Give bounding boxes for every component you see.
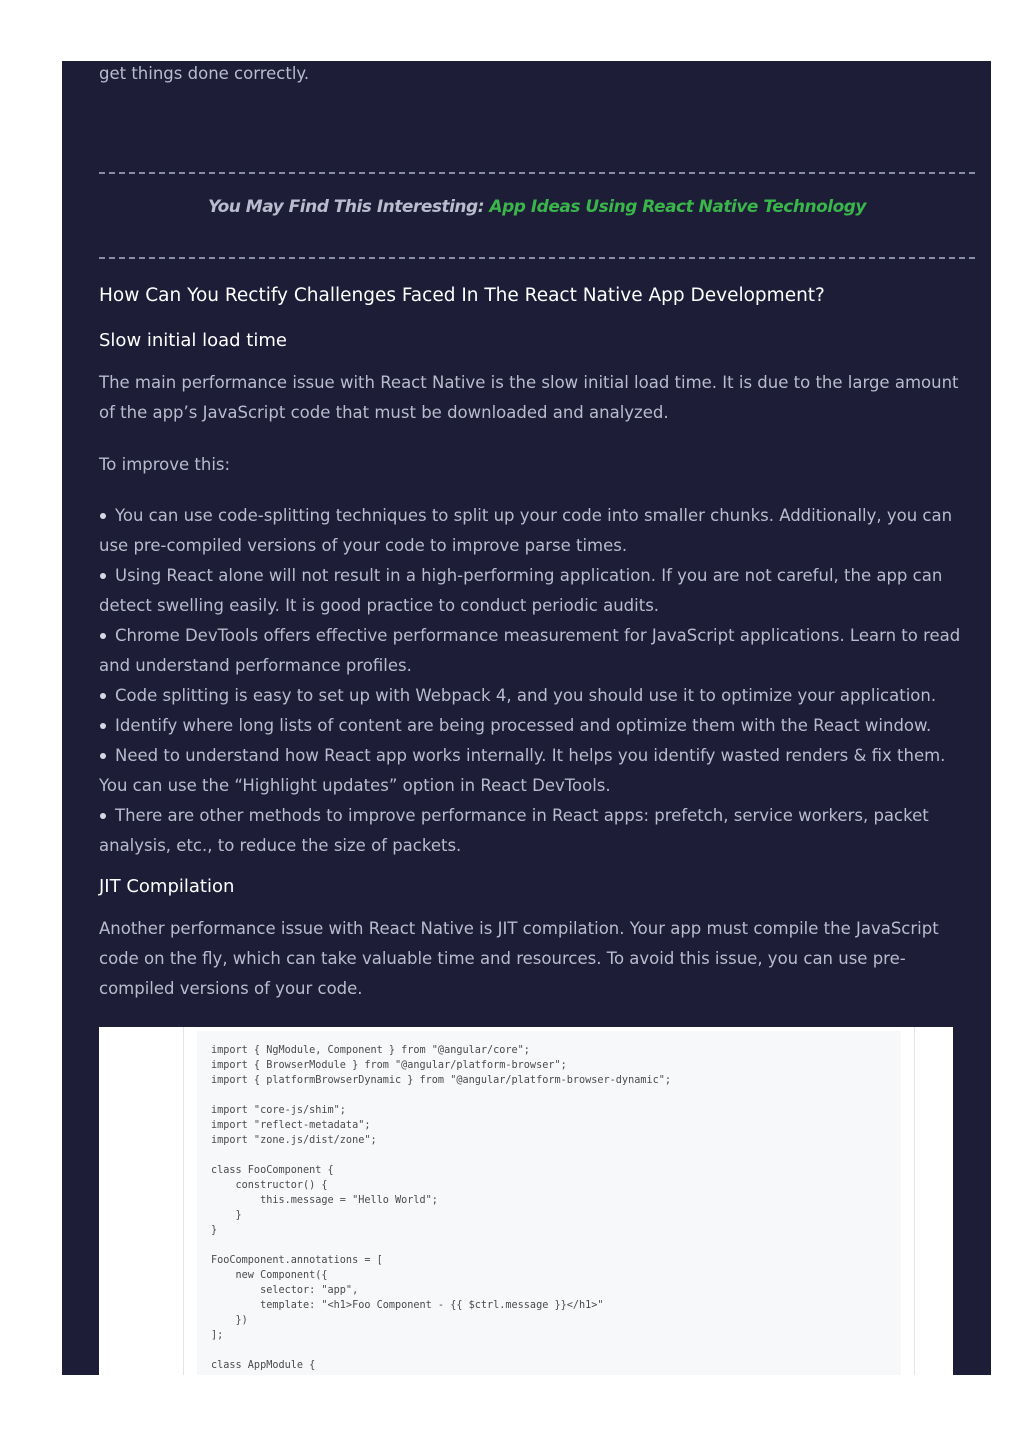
section-heading: How Can You Rectify Challenges Faced In The React Native App Development? (99, 285, 825, 306)
callout-box (99, 197, 975, 217)
callout-divider-top (99, 172, 975, 174)
bullet-dot-icon (100, 813, 106, 819)
jit-heading: JIT Compilation (99, 876, 235, 897)
improvement-list (99, 501, 977, 861)
article-panel (62, 61, 991, 1375)
bullet-dot-icon (100, 753, 106, 759)
intro-tail-text: get things done correctly. (99, 64, 310, 83)
jit-paragraph: Another performance issue with React Native is JIT compilation. Your app must compile the JavaScript code on the fly, which can take valuable time and resources. To avoid this issue, you can use pre-compiled versions of your code. (99, 919, 939, 998)
code-screenshot (99, 1027, 953, 1375)
callout-divider-bottom (99, 257, 975, 259)
list-item: Using React alone will not result in a high-performing application. If you are not careful, the app can detect swelling easily. It is good practice to conduct periodic audits. (99, 566, 943, 615)
callout-label: You May Find This Interesting: (207, 197, 484, 217)
list-item: Identify where long lists of content are being processed and optimize them with the React window. (99, 711, 977, 741)
list-item: You can use code-splitting techniques to split up your code into smaller chunks. Additionally, you can use pre-compiled versions of your code to improve parse times. (99, 506, 953, 555)
code-sample: import { NgModule, Component } from "@angular/core"; import { BrowserModule } from "@angular/platform-browser"; import { platformBrowserDynamic } from "@angular/platform-browser-dynamic"; import "core-js/shim"; import "reflect-metadata"; import "zone.js/dist/zone"; class FooComponent { constructor() { this.message = "Hello World"; } } FooComponent.annotations = [ new Component({ selector: "app", template: "<h1>Foo Component - {{ $ctrl.message }}</h1>" }) ]; class AppModule { (211, 1045, 672, 1371)
slow-load-heading: Slow initial load time (99, 330, 287, 351)
list-item: Code splitting is easy to set up with Webpack 4, and you should use it to optimize your application. (99, 681, 977, 711)
improve-label: To improve this: (99, 455, 231, 474)
callout-link[interactable]: App Ideas Using React Native Technology (489, 197, 867, 217)
bullet-dot-icon (100, 723, 106, 729)
list-item: Chrome DevTools offers effective performance measurement for JavaScript applications. Learn to read and understand performance profiles. (99, 626, 961, 675)
code-block (197, 1031, 901, 1375)
article-content (99, 61, 979, 1371)
list-item: There are other methods to improve performance in React apps: prefetch, service workers, packet analysis, etc., to reduce the size of packets. (99, 806, 929, 855)
slow-load-paragraph: The main performance issue with React Native is the slow initial load time. It is due to the large amount of the app’s JavaScript code that must be downloaded and analyzed. (99, 373, 959, 422)
bullet-dot-icon (100, 693, 106, 699)
bullet-dot-icon (100, 633, 106, 639)
bullet-dot-icon (100, 573, 106, 579)
bullet-dot-icon (100, 513, 106, 519)
list-item: Need to understand how React app works internally. It helps you identify wasted renders & fix them. You can use the “Highlight updates” option in React DevTools. (99, 746, 946, 795)
